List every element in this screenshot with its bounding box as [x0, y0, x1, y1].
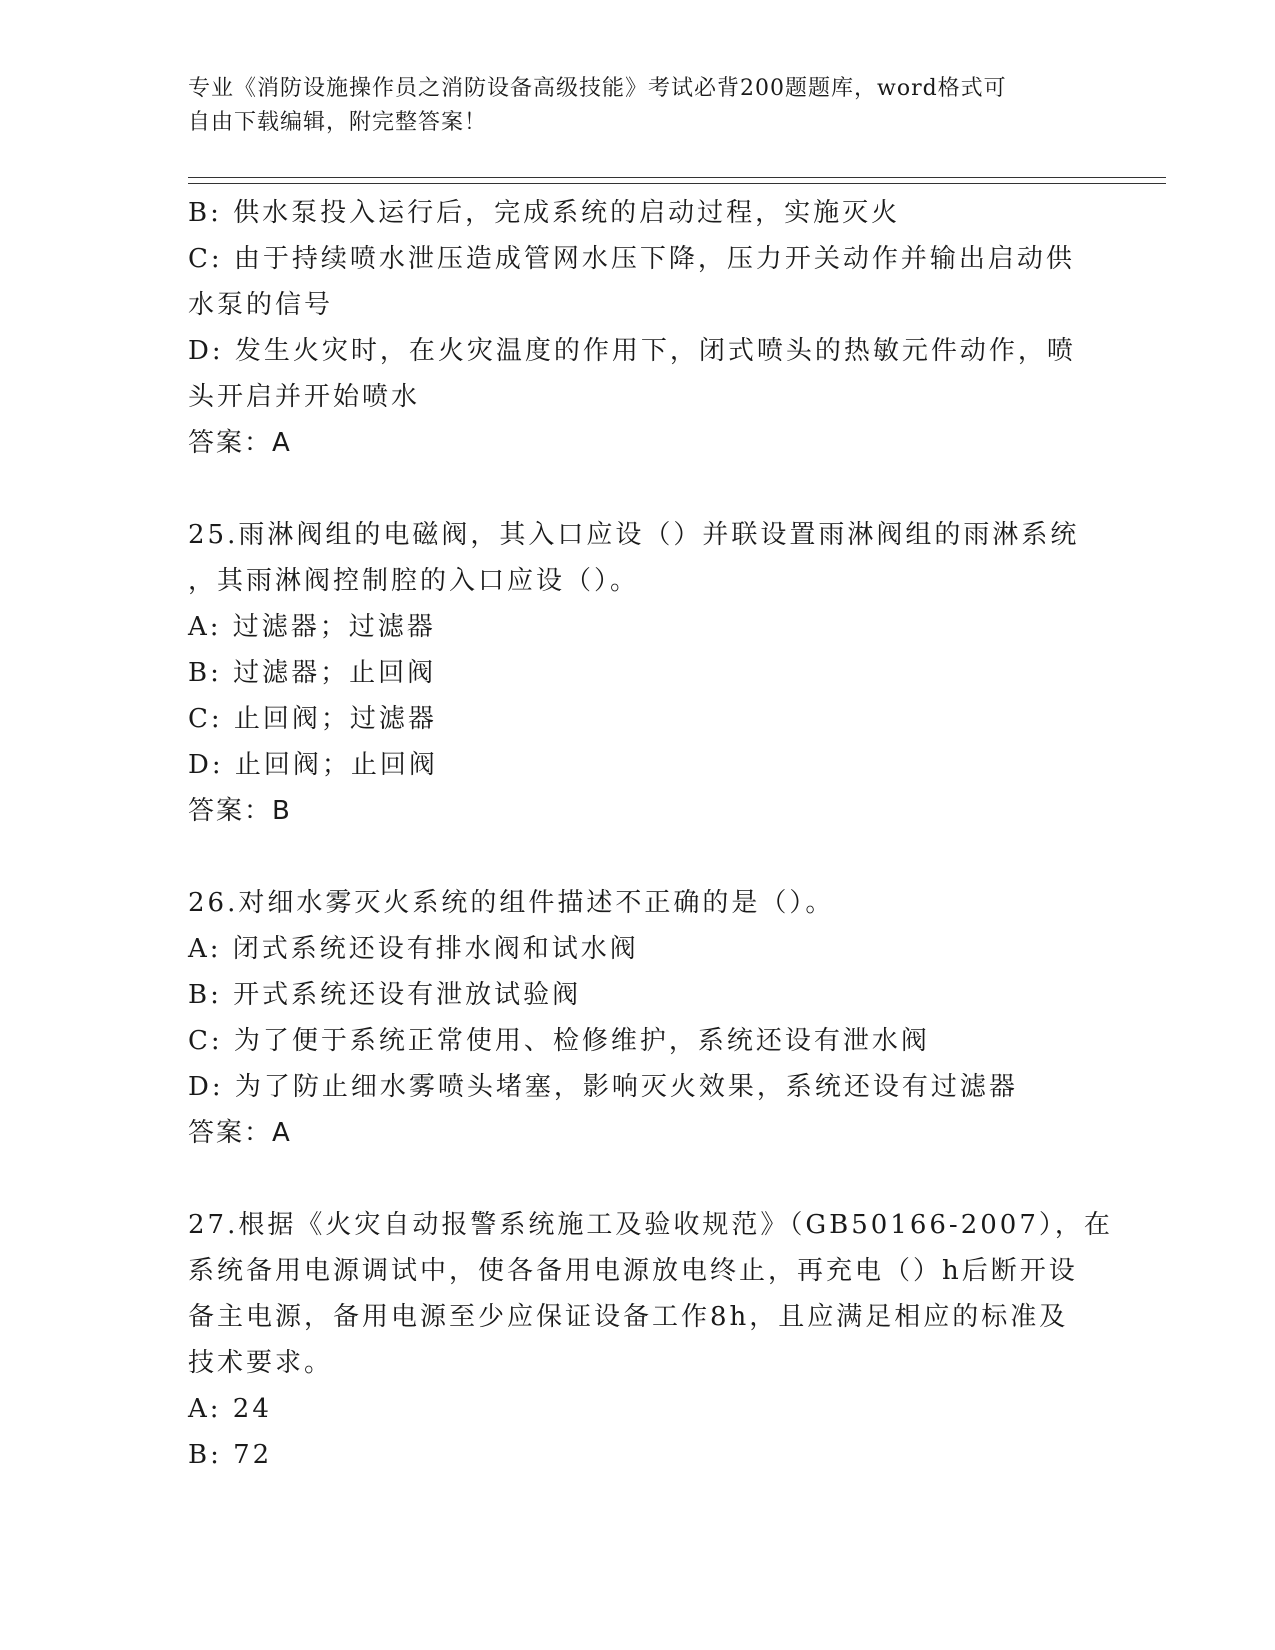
question-stem: 25.雨淋阀组的电磁阀，其入口应设（）并联设置雨淋阀组的雨淋系统 — [188, 520, 1080, 550]
option-a: A: 过滤器；过滤器 — [188, 612, 436, 642]
question-27 — [188, 1202, 1113, 1478]
document-header — [188, 72, 1068, 140]
header-rule-bottom — [188, 183, 1166, 184]
option-d: D: 发生火灾时，在火灾温度的作用下，闭式喷头的热敏元件动作，喷 — [188, 336, 1076, 366]
option-b: B: 开式系统还设有泄放试验阀 — [188, 980, 582, 1010]
question-stem-continued: 技术要求。 — [188, 1348, 334, 1378]
option-c: C: 止回阀；过滤器 — [188, 704, 437, 734]
question-26 — [188, 880, 1088, 1156]
question-stem: 27.根据《火灾自动报警系统施工及验收规范》（GB50166-2007），在 — [188, 1210, 1113, 1240]
option-d: D: 为了防止细水雾喷头堵塞，影响灭火效果，系统还设有过滤器 — [188, 1072, 1018, 1102]
option-c-continued: 水泵的信号 — [188, 290, 334, 320]
question-content — [188, 190, 1113, 1478]
option-d-continued: 头开启并开始喷水 — [188, 382, 421, 412]
question-stem-continued: ，其雨淋阀控制腔的入口应设（）。 — [188, 566, 640, 596]
question-stem-continued: 系统备用电源调试中，使各备用电源放电终止，再充电（）h后断开设 — [188, 1256, 1078, 1286]
option-b: B: 过滤器；止回阀 — [188, 658, 437, 688]
answer: 答案：B — [188, 796, 292, 826]
question-24-continued — [188, 190, 1088, 466]
option-b: B: 供水泵投入运行后，完成系统的启动过程，实施灭火 — [188, 198, 901, 228]
option-a: A: 24 — [188, 1394, 272, 1424]
question-stem: 26.对细水雾灭火系统的组件描述不正确的是（）。 — [188, 888, 835, 918]
question-25 — [188, 512, 1088, 834]
answer: 答案：A — [188, 428, 292, 458]
option-c: C: 为了便于系统正常使用、检修维护，系统还设有泄水阀 — [188, 1026, 930, 1056]
answer: 答案：A — [188, 1118, 292, 1148]
option-b: B: 72 — [188, 1440, 273, 1470]
option-d: D: 止回阀；止回阀 — [188, 750, 438, 780]
question-stem-continued: 备主电源，备用电源至少应保证设备工作8h，且应满足相应的标准及 — [188, 1302, 1069, 1332]
option-a: A: 闭式系统还设有排水阀和试水阀 — [188, 934, 639, 964]
header-line-2: 自由下载编辑，附完整答案！ — [188, 110, 488, 135]
header-rule-top — [188, 177, 1166, 178]
header-line-1: 专业《消防设施操作员之消防设备高级技能》考试必背200题题库，word格式可 — [188, 76, 1007, 101]
option-c: C: 由于持续喷水泄压造成管网水压下降，压力开关动作并输出启动供 — [188, 244, 1075, 274]
